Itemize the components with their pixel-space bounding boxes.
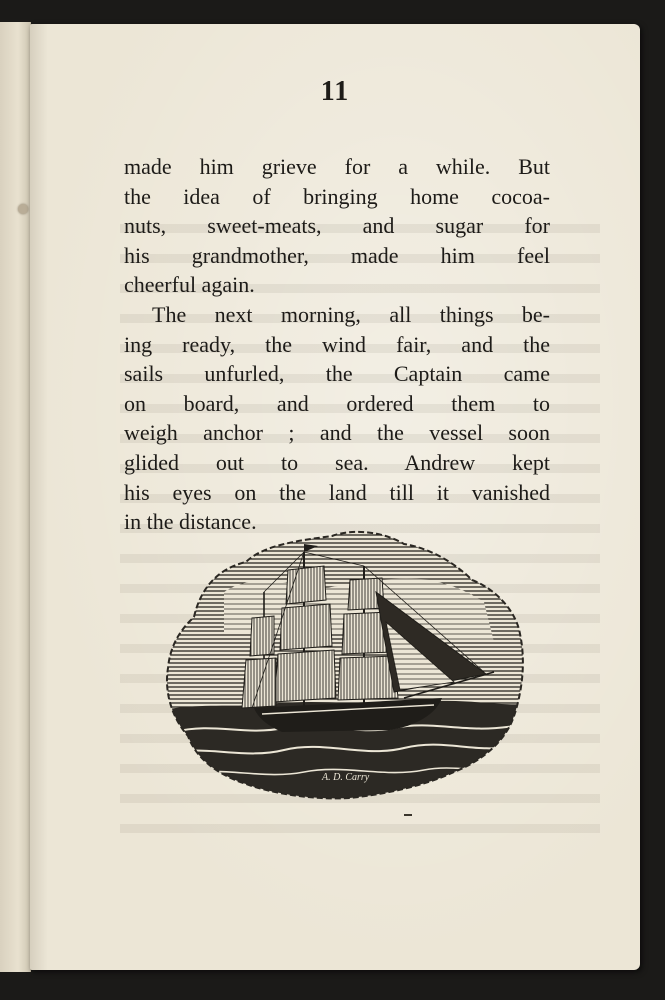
text-line: his grandmother, made him feel <box>124 242 550 268</box>
binding-pin <box>18 204 28 214</box>
printer-mark <box>404 814 412 816</box>
text-line: the idea of bringing home cocoa- <box>124 183 550 209</box>
ship-engraving <box>154 522 526 802</box>
text-line: cheerful again. <box>124 272 255 298</box>
page-number: 11 <box>320 76 350 107</box>
text-line: sails unfurled, the Captain came <box>124 361 550 387</box>
left-page-edge <box>0 22 31 972</box>
book-page <box>30 24 640 970</box>
text-line: on board, and ordered them to <box>124 390 550 416</box>
text-line: ing ready, the wind fair, and the <box>124 331 550 357</box>
text-line: glided out to sea. Andrew kept <box>124 449 550 475</box>
text-line: nuts, sweet-meats, and sugar for <box>124 213 550 239</box>
text-line: his eyes on the land till it vanished <box>124 479 550 505</box>
ship-engraving-art <box>154 522 526 802</box>
text-line: weigh anchor ; and the vessel soon <box>124 420 550 446</box>
text-line: in the distance. <box>124 509 257 535</box>
text-line: The next morning, all things be- <box>152 301 550 327</box>
body-text <box>124 152 550 537</box>
text-line: made him grieve for a while. But <box>124 154 550 179</box>
engraver-signature: A. D. Carry <box>322 772 370 783</box>
